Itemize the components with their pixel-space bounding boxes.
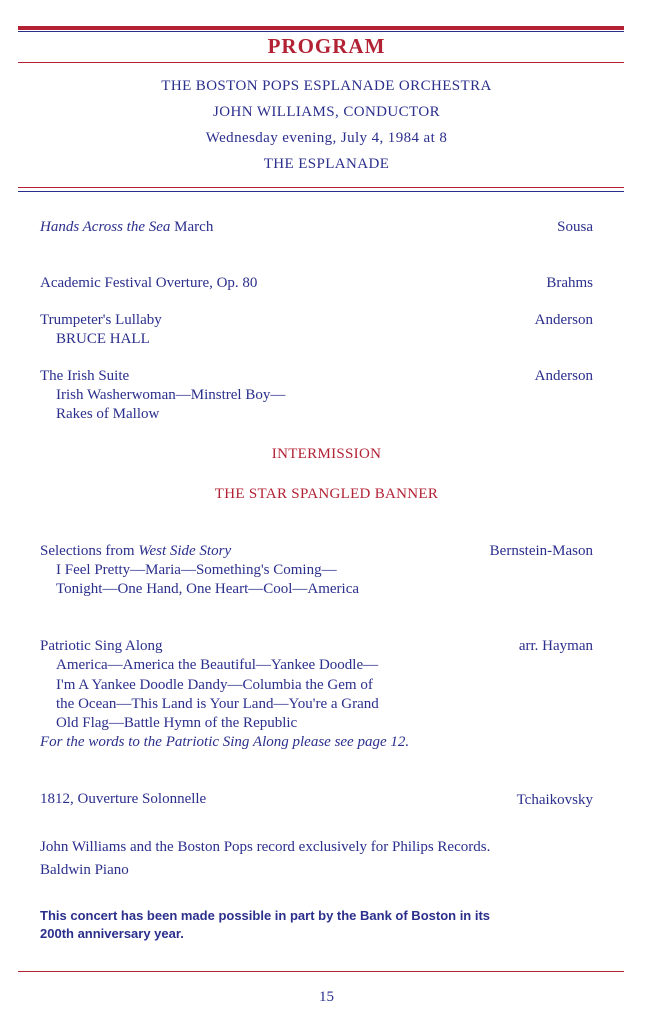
program-item-6-title: Patriotic Sing Along (40, 638, 163, 654)
program-item-6-line-3: the Ocean—This Land is Your Land—You're a Grand (56, 696, 379, 712)
program-item-6-composer: arr. Hayman (518, 638, 593, 654)
anthem-label: THE STAR SPANGLED BANNER (214, 486, 439, 502)
program-item-1-title-italic: Hands Across the Sea (40, 219, 171, 235)
program-item-3-composer: Anderson (534, 312, 593, 328)
program-item-5-title (40, 543, 231, 560)
program-item-1-title (40, 219, 213, 236)
header-rule-1 (18, 187, 624, 188)
program-item-3-performer: BRUCE HALL (56, 331, 150, 347)
sponsor-line-1: This concert has been made possible in part by the Bank of Boston in its (40, 908, 491, 923)
program-item-4-composer: Anderson (534, 368, 593, 384)
program-item-1-title-rest: March (170, 219, 214, 235)
bottom-rule (18, 971, 624, 972)
program-item-6-line-2: I'm A Yankee Doodle Dandy—Columbia the Gem of (56, 677, 373, 693)
piano-note: Baldwin Piano (40, 862, 129, 878)
program-item-5-title-italic: West Side Story (138, 543, 232, 559)
title-underline (18, 62, 624, 63)
program-item-1-composer: Sousa (557, 219, 593, 235)
program-item-2-title: Academic Festival Overture, Op. 80 (40, 275, 258, 291)
top-rule-thick (18, 26, 624, 30)
program-item-6-line-1: America—America the Beautiful—Yankee Doodle— (56, 657, 379, 673)
conductor-line: JOHN WILLIAMS, CONDUCTOR (213, 104, 440, 120)
program-item-5-line-1: I Feel Pretty—Maria—Something's Coming— (56, 562, 337, 578)
program-item-5-line-2: Tonight—One Hand, One Heart—Cool—America (56, 581, 360, 597)
page-title: PROGRAM (267, 34, 386, 58)
orchestra-name: THE BOSTON POPS ESPLANADE ORCHESTRA (161, 78, 492, 94)
program-item-4-title: The Irish Suite (40, 368, 130, 384)
program-item-6-note: For the words to the Patriotic Sing Along please see page 12. (40, 734, 410, 750)
top-rule-thin (18, 31, 624, 32)
records-note: John Williams and the Boston Pops record exclusively for Philips Records. (40, 839, 491, 855)
program-item-4-line-2: Rakes of Mallow (56, 406, 160, 422)
program-item-6-line-4: Old Flag—Battle Hymn of the Republic (56, 715, 298, 731)
program-item-4-line-1: Irish Washerwoman—Minstrel Boy— (56, 387, 286, 403)
program-item-5-title-prefix: Selections from (40, 543, 139, 559)
date-line: Wednesday evening, July 4, 1984 at 8 (205, 130, 448, 146)
program-item-3-title: Trumpeter's Lullaby (40, 312, 162, 328)
header-rule-2 (18, 191, 624, 192)
sponsor-line-2: 200th anniversary year. (40, 926, 184, 941)
intermission-label: INTERMISSION (271, 446, 382, 462)
program-item-2-composer: Brahms (546, 275, 593, 291)
program-item-7-composer: Tchaikovsky (516, 792, 593, 808)
page-number: 15 (319, 989, 334, 1005)
venue-line: THE ESPLANADE (263, 156, 390, 172)
program-item-5-composer: Bernstein-Mason (489, 543, 593, 559)
program-item-7-title: 1812, Ouverture Solonnelle (40, 791, 207, 807)
